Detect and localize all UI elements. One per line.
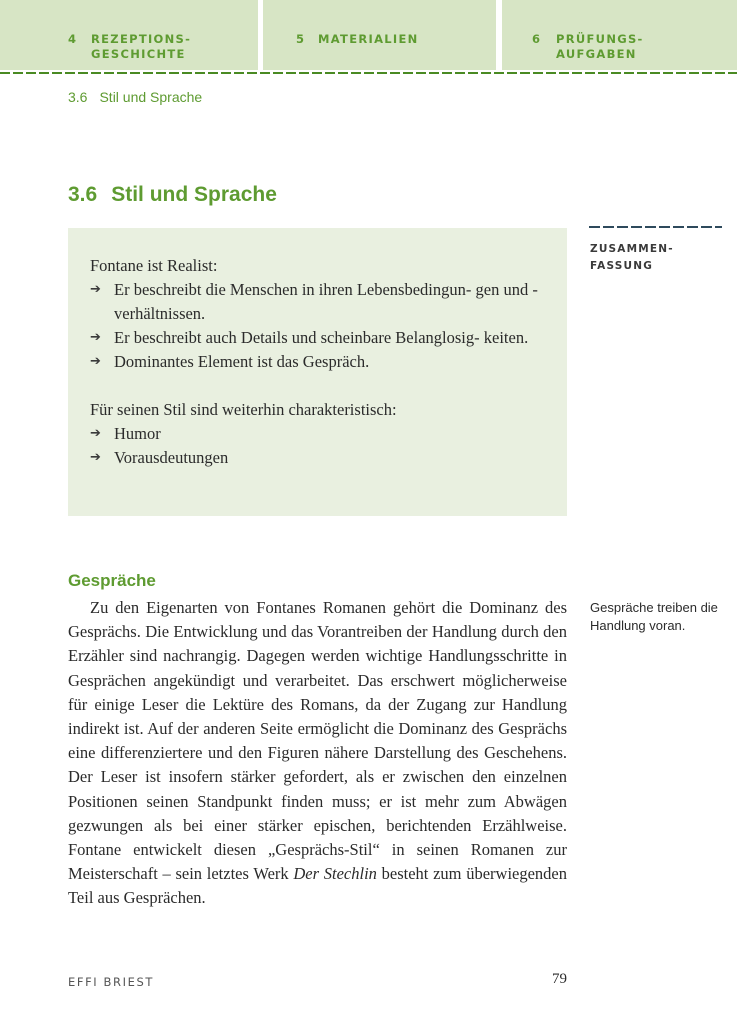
summary-intro: Fontane ist Realist: (90, 256, 218, 275)
summary-box (68, 228, 567, 516)
margin-note: Gespräche treiben die Handlung voran. (590, 600, 718, 633)
list-item: ➔ Dominantes Element ist das Gespräch. (90, 350, 550, 374)
arrow-right-icon: ➔ (90, 426, 101, 441)
tab-label: MATERIALIEN (318, 32, 419, 46)
body-text-part: besteht zum überwiegenden Teil aus Gesprächen. (68, 864, 568, 908)
arrow-right-icon: ➔ (90, 330, 101, 345)
breadcrumb (68, 89, 202, 105)
tab-rezeptionsgeschichte[interactable] (0, 0, 258, 70)
work-title: Der Stechlin (293, 864, 377, 884)
page-title-text: Stil und Sprache (111, 183, 277, 206)
arrow-right-icon: ➔ (90, 354, 101, 369)
style-list (90, 422, 550, 470)
list-item: ➔ Er beschreibt auch Details und scheinbare Belanglosig- keiten. (90, 326, 550, 350)
list-item: ➔ Vorausdeutungen (90, 446, 550, 470)
tab-materialien[interactable] (263, 0, 496, 70)
body-paragraph (68, 596, 567, 911)
list-item: ➔ Humor (90, 422, 550, 446)
tab-number: 6 (532, 32, 542, 46)
section-heading: Gespräche (68, 571, 156, 590)
page-title-section: 3.6 (68, 183, 98, 206)
page-number: 79 (552, 971, 567, 987)
page-title (68, 183, 277, 207)
arrow-right-icon: ➔ (90, 282, 101, 297)
sidebar-heading: ZUSAMMEN- FASSUNG (590, 243, 674, 272)
header-divider (0, 72, 737, 74)
summary-list (90, 278, 550, 374)
footer-book-title: EFFI BRIEST (68, 975, 155, 989)
tab-pruefungsaufgaben[interactable] (502, 0, 737, 70)
breadcrumb-section: 3.6 (68, 89, 88, 105)
tab-label: REZEPTIONS- GESCHICHTE (91, 32, 192, 61)
breadcrumb-title: Stil und Sprache (99, 89, 203, 105)
sidebar-divider (589, 226, 722, 228)
chapter-tabs (0, 0, 737, 70)
tab-label: PRÜFUNGS- AUFGABEN (556, 32, 644, 61)
body-text-part: Zu den Eigenarten von Fontanes Romanen gehört die Dominanz des Gesprächs. Die Entwicklung und das Vorantreiben der Handlung durch den Erzähler sind nachrangig. Dagegen werden wichtige Handlungsschritte in Gesprächen angekündigt und verarbeitet. Das erschwert möglicherweise für einige Leser die Lektüre des Romans, da der Zugang zur Handlung indirekt ist. Auf der anderen Seite ermöglicht die Dominanz des Gesprächs eine differenziertere und den Figuren nähere Darstellung des Geschehens. Der Leser ist insofern stärker gefordert, als er zwischen den einzelnen Positionen seinen Standpunkt finden muss; er ist mehr zum Abwägen gezwungen als bei einer stärker epischen, berichtenden Erzählweise. Fontane entwickelt diesen „Gesprächs-Stil“ in seinen Romanen zur Meisterschaft – sein letztes Werk (68, 598, 567, 884)
arrow-right-icon: ➔ (90, 450, 101, 465)
tab-number: 5 (296, 32, 306, 46)
style-intro: Für seinen Stil sind weiterhin charakteristisch: (90, 400, 397, 419)
tab-number: 4 (68, 32, 78, 46)
list-item: ➔ Er beschreibt die Menschen in ihren Lebensbedingun- gen und -verhältnissen. (90, 280, 538, 323)
